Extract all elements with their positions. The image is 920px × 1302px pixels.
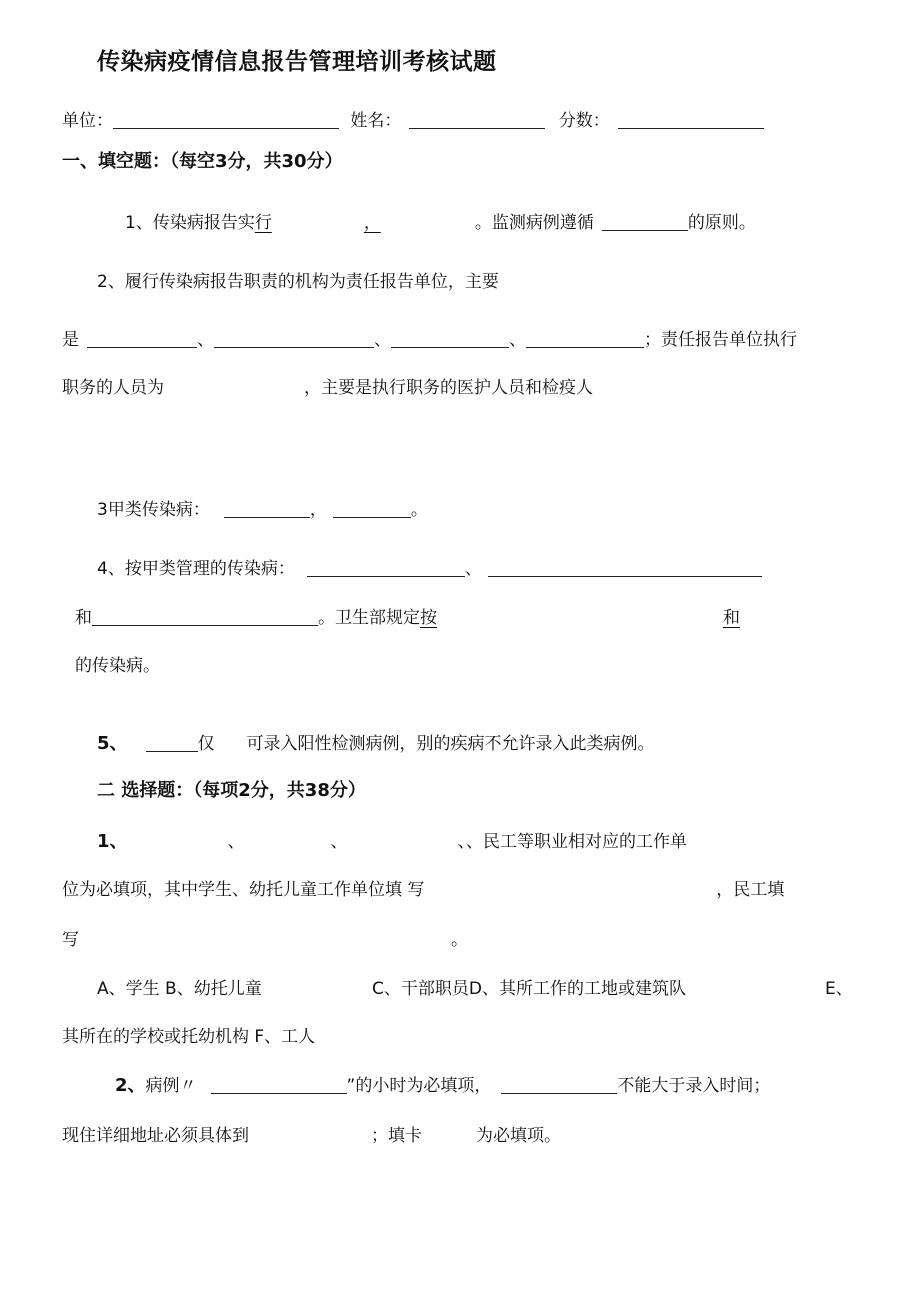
question-1-2-line2: 是 、 、 、 ；责任报告单位执行 bbox=[62, 330, 797, 350]
q3-blank-2[interactable] bbox=[333, 500, 411, 518]
question-1-4-line1: 4、按甲类管理的传染病： 、 bbox=[97, 557, 762, 581]
s2q2-blank-1[interactable] bbox=[211, 1076, 347, 1094]
s2q2-text-a: 病例〃 bbox=[145, 1076, 197, 1096]
q2-blank-4[interactable] bbox=[526, 330, 644, 348]
header-row bbox=[62, 109, 764, 133]
q5-text-b: 可录入阳性检测病例，别的疾病不允许录入此类病例。 bbox=[246, 734, 655, 754]
name-field[interactable] bbox=[409, 111, 545, 129]
unit-field[interactable] bbox=[113, 111, 339, 129]
q2-blank-1[interactable] bbox=[87, 330, 197, 348]
s2q2-line2-b: ；填卡 bbox=[371, 1126, 422, 1146]
section-heading-fill-blank: 一、填空题：（每空3分，共30分） bbox=[62, 151, 343, 172]
s2q1-line3-a: 写 bbox=[62, 930, 79, 950]
s2q1-line2-b: ，民工填 bbox=[716, 880, 785, 900]
q4-blank-4[interactable]: 按 和 bbox=[420, 608, 740, 628]
question-2-2-line1 bbox=[115, 1074, 770, 1098]
s2q2-text-b: ”的小时为必填项， bbox=[346, 1076, 492, 1096]
score-label: 分数： bbox=[558, 111, 610, 131]
q4-text: 4、按甲类管理的传染病： bbox=[97, 559, 295, 579]
q5-num: 5、 bbox=[97, 733, 128, 754]
question-1-2-line1: 2、履行传染病报告职责的机构为责任报告单位，主要 bbox=[97, 272, 499, 292]
q1-blank-1[interactable]: 行 ， bbox=[254, 213, 381, 233]
option-a-b: A、学生 B、幼托儿童 bbox=[97, 979, 262, 999]
q2-blank-2[interactable] bbox=[214, 330, 374, 348]
question-1-5 bbox=[97, 732, 655, 756]
s2q2-line2-c: 为必填项。 bbox=[476, 1126, 561, 1146]
q1-blank-2[interactable] bbox=[602, 213, 688, 231]
unit-label: 单位： bbox=[62, 111, 113, 131]
question-1-1 bbox=[125, 211, 756, 235]
q3-text: 3甲类传染病： bbox=[97, 500, 210, 520]
option-e-f: 其所在的学校或托幼机构 F、工人 bbox=[62, 1027, 316, 1047]
s2q2-line2-a: 现住详细地址必须具体到 bbox=[62, 1126, 249, 1146]
q2-line3-b: ，主要是执行职务的医护人员和检疫人 bbox=[304, 378, 593, 398]
s2q1-line2-a: 位为必填项，其中学生、幼托儿童工作单位填 写 bbox=[62, 880, 425, 900]
question-1-4-line3: 的传染病。 bbox=[75, 656, 160, 676]
question-2-1-line3: 写 。 bbox=[62, 930, 468, 950]
question-1-2-line3 bbox=[62, 376, 593, 400]
s2q2-blank-2[interactable] bbox=[501, 1076, 617, 1094]
q1-text-d: 的原则。 bbox=[687, 213, 756, 233]
question-1-4-line2 bbox=[75, 606, 740, 630]
s2q1-num: 1、 bbox=[97, 831, 128, 852]
q4-blank-3[interactable] bbox=[92, 608, 318, 626]
section-heading-choice: 二 选择题：（每项2分，共38分） bbox=[97, 780, 366, 801]
s2q1-line1-end: 、、民工等职业相对应的工作单 bbox=[457, 832, 688, 852]
q2-line3-a: 职务的人员为 bbox=[62, 378, 164, 398]
q4-line2-b: 。卫生部规定 bbox=[318, 608, 420, 628]
q5-text-a: 仅 bbox=[197, 734, 215, 754]
question-2-2-line2 bbox=[62, 1124, 561, 1148]
name-label: 姓名： bbox=[350, 111, 402, 131]
q5-blank[interactable] bbox=[146, 734, 198, 752]
q4-blank-1[interactable] bbox=[307, 559, 465, 577]
question-2-1-line2 bbox=[62, 878, 784, 902]
q2-end: ；责任报告单位执行 bbox=[644, 330, 797, 350]
option-e: E、 bbox=[825, 979, 853, 999]
question-2-1-line1: 1、 、 、 、、民工等职业相对应的工作单 bbox=[97, 831, 688, 852]
question-1-3: 3甲类传染病： ， 。 bbox=[97, 500, 428, 520]
q3-blank-1[interactable] bbox=[224, 500, 310, 518]
s2q2-text-c: 不能大于录入时间； bbox=[617, 1076, 771, 1096]
q1-text-a: 1、传染病报告实 bbox=[125, 213, 255, 233]
q1-text-c: 。监测病例遵循 bbox=[474, 213, 594, 233]
q4-blank-2[interactable] bbox=[488, 559, 762, 577]
q4-and: 和 bbox=[75, 608, 92, 628]
option-c-d: C、干部职员D、其所工作的工地或建筑队 bbox=[372, 979, 686, 999]
q2-start: 是 bbox=[62, 330, 79, 350]
score-field[interactable] bbox=[618, 111, 764, 129]
q2-blank-3[interactable] bbox=[391, 330, 509, 348]
s2q2-num: 2、 bbox=[115, 1075, 146, 1096]
page-title: 传染病疫情信息报告管理培训考核试题 bbox=[97, 49, 497, 75]
